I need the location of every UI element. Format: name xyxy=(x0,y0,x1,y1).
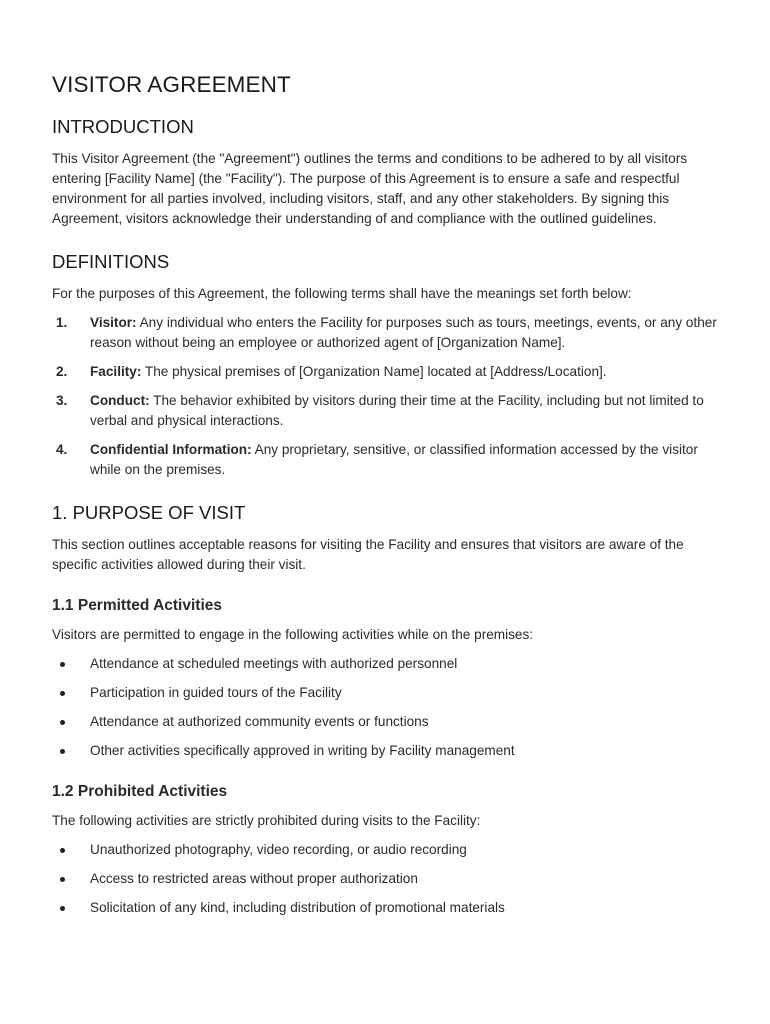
definition-number: 2. xyxy=(56,364,68,379)
list-item-text: Participation in guided tours of the Facility xyxy=(90,685,342,700)
bullet-icon xyxy=(60,691,65,696)
purpose-heading: 1. PURPOSE OF VISIT xyxy=(52,502,246,523)
definitions-lead: For the purposes of this Agreement, the following terms shall have the meanings set forth below: xyxy=(52,286,632,301)
definition-item xyxy=(52,440,722,480)
definition-number: 1. xyxy=(56,315,68,330)
list-item xyxy=(52,741,722,761)
bullet-icon xyxy=(60,720,65,725)
list-item xyxy=(52,683,722,703)
definition-term: Conduct: xyxy=(90,393,150,408)
bullet-icon xyxy=(60,906,65,911)
definition-item xyxy=(52,391,722,431)
list-item-text: Solicitation of any kind, including distribution of promotional materials xyxy=(90,900,505,915)
document-title: VISITOR AGREEMENT xyxy=(52,72,291,97)
definitions-heading: DEFINITIONS xyxy=(52,251,170,272)
list-item xyxy=(52,898,722,918)
list-item xyxy=(52,712,722,732)
bullet-icon xyxy=(60,848,65,853)
list-item xyxy=(52,869,722,889)
definition-term: Visitor: xyxy=(90,315,137,330)
definition-number: 3. xyxy=(56,393,68,408)
prohibited-activities-list xyxy=(52,840,722,918)
introduction-heading: INTRODUCTION xyxy=(52,116,194,137)
list-item-text: Access to restricted areas without proper authorization xyxy=(90,871,418,886)
document-page xyxy=(52,70,722,938)
permitted-activities-heading: 1.1 Permitted Activities xyxy=(52,597,222,614)
list-item xyxy=(52,654,722,674)
bullet-icon xyxy=(60,877,65,882)
definition-item xyxy=(52,362,722,382)
definition-number: 4. xyxy=(56,442,68,457)
list-item-text: Unauthorized photography, video recording, or audio recording xyxy=(90,842,467,857)
definition-text: Any individual who enters the Facility for purposes such as tours, meetings, events, or any other reason without being an employee or authorized agent of [Organization Name]. xyxy=(90,315,717,350)
permitted-activities-list xyxy=(52,654,722,761)
bullet-icon xyxy=(60,662,65,667)
definition-text: The behavior exhibited by visitors during their time at the Facility, including but not limited to verbal and physical interactions. xyxy=(90,393,704,428)
introduction-text: This Visitor Agreement (the "Agreement") outlines the terms and conditions to be adhered to by all visitors entering [Facility Name] (the "Facility"). The purpose of this Agreement is to ensure a safe and respectful environment for all parties involved, including visitors, staff, and any other stakeholders. By signing this Agreement, visitors acknowledge their understanding of and compliance with the outlined guidelines. xyxy=(52,151,688,226)
definition-item xyxy=(52,313,722,353)
definition-text: The physical premises of [Organization Name] located at [Address/Location]. xyxy=(141,364,607,379)
list-item-text: Attendance at authorized community events or functions xyxy=(90,714,429,729)
permitted-activities-lead: Visitors are permitted to engage in the following activities while on the premises: xyxy=(52,627,534,642)
definition-term: Facility: xyxy=(90,364,142,379)
list-item-text: Attendance at scheduled meetings with authorized personnel xyxy=(90,656,458,671)
definition-text: Any proprietary, sensitive, or classified information accessed by the visitor while on the premises. xyxy=(90,442,698,477)
prohibited-activities-lead: The following activities are strictly prohibited during visits to the Facility: xyxy=(52,813,481,828)
bullet-icon xyxy=(60,749,65,754)
purpose-text: This section outlines acceptable reasons for visiting the Facility and ensures that visitors are aware of the specific activities allowed during their visit. xyxy=(52,537,684,572)
definitions-list xyxy=(52,313,722,480)
definition-term: Confidential Information: xyxy=(90,442,252,457)
list-item xyxy=(52,840,722,860)
prohibited-activities-heading: 1.2 Prohibited Activities xyxy=(52,783,228,800)
list-item-text: Other activities specifically approved in writing by Facility management xyxy=(90,743,515,758)
